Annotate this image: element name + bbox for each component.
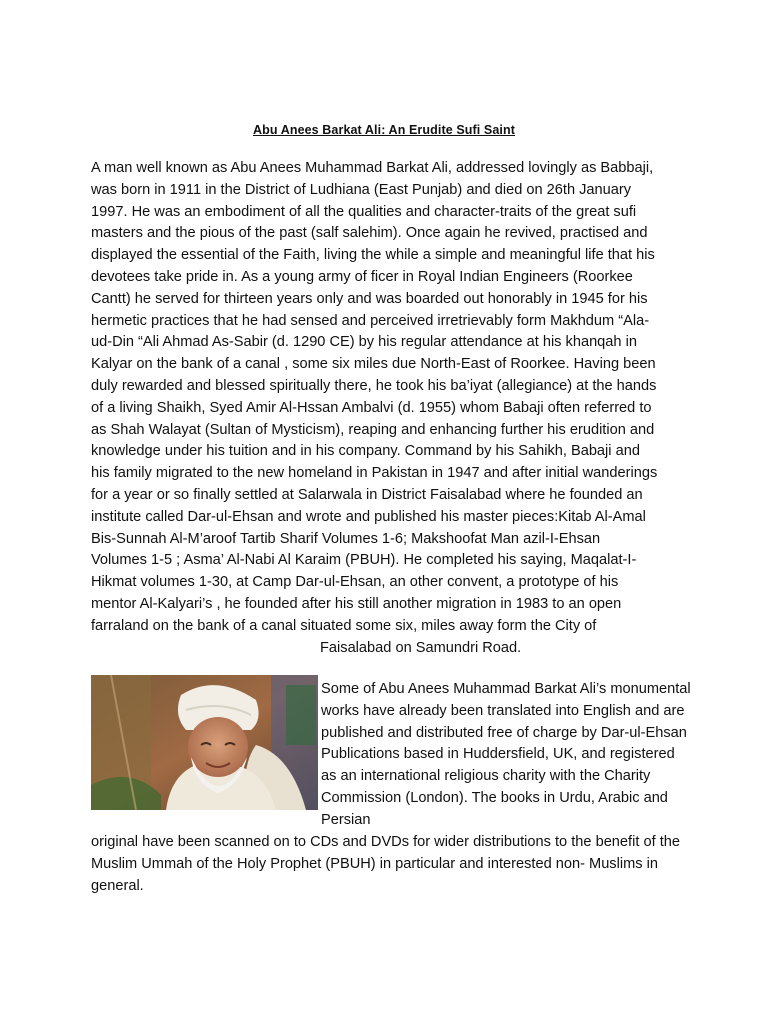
paragraph-line: masters and the pious of the past (salf salehim). Once again he revived, practised and [91,225,648,242]
paragraph-line: of a living Shaikh, Syed Amir Al-Hssan Ambalvi (d. 1955) whom Babaji often referred to [91,399,652,416]
paragraph-line: the Muslim Ummah of the Holy Prophet (PBUH) in particular and interested non- [91,834,680,872]
paragraph-2-full [91,832,691,897]
paragraph-line: devotees take pride in. As a young army of ficer in Royal Indian Engineers (Roorkee [91,268,633,285]
paragraph-line: institute called Dar-ul-Ehsan and wrote and published his master pieces:Kitab Al-Amal [91,508,646,525]
document-title: Abu Anees Barkat Ali: An Erudite Sufi Saint [253,123,515,137]
paragraph-line: Kalyar on the bank of a canal , some six miles due North-East of Roorkee. Having been [91,356,656,373]
paragraph-line: for a year or so finally settled at Salarwala in District Faisalabad where he founded an [91,486,643,503]
paragraph-line: knowledge under his tuition and in his company. Command by his Sahikh, Babaji and [91,443,640,460]
paragraph-1 [91,158,691,659]
paragraph-line: ud-Din “Ali Ahmad As-Sabir (d. 1290 CE) by his regular attendance at his khanqah in [91,334,637,351]
paragraph-line: mentor Al-Kalyari’s , he founded after his still another migration in 1983 to an open [91,595,622,612]
paragraph-line: Faisalabad on Samundri Road. [320,639,522,656]
paragraph-line: religious charity with the Charity Commission [321,768,651,806]
paragraph-line: original have been scanned on to CDs and DVDs for wider distributions to the benefit of [91,834,656,850]
portrait-photo-icon [91,675,318,810]
paragraph-line: charge by Dar-ul-Ehsan Publications based in [321,724,687,763]
paragraph-line: Hikmat volumes 1-30, at Camp Dar-ul-Ehsan, an other convent, a prototype of his [91,574,619,591]
paragraph-line: A man well known as Abu Anees Muhammad Barkat Ali, addressed lovingly as Babbaji, [91,160,654,176]
paragraph-line: hermetic practices that he had sensed and perceived irretrievably form Makhdum “Ala- [91,312,650,329]
paragraph-line: was born in 1911 in the District of Ludhiana (East Punjab) and died on 26th January [91,181,632,198]
paragraph-line: English and are published and distributed free of [321,702,685,741]
paragraph-line: 1997. He was an embodiment of all the qualities and character-traits of the great sufi [91,203,637,220]
paragraph-line: Bis-Sunnah Al-M’aroof Tartib Sharif Volumes 1-6; Makshoofat Man azil-I-Ehsan [91,530,601,547]
paragraph-line: (London). The books in Urdu, Arabic and Persian [321,789,668,828]
paragraph-line: Volumes 1-5 ; Asma’ Al-Nabi Al Karaim (PBUH). He completed his saying, Maqalat-I- [91,552,637,569]
paragraph-line: Some of Abu Anees Muhammad Barkat Ali’s [321,681,607,697]
paragraph-line: Muslims in general. [91,855,658,894]
paragraph-line: Cantt) he served for thirteen years only and was boarded out honorably in 1945 for his [91,290,648,307]
paragraph-line: duly rewarded and blessed spiritually there, he took his ba’iyat (allegiance) at the hands [91,377,657,394]
paragraph-line: as Shah Walayat (Sultan of Mysticism), reaping and enhancing further his erudition and [91,421,655,438]
paragraph-line: Huddersfield, UK, and registered as an international [321,746,675,785]
paragraph-line: monumental works have already been translated into [321,681,691,719]
paragraph-line: farraland on the bank of a canal situated some six, miles away form the City of [91,617,597,634]
paragraph-2-side [321,679,691,832]
paragraph-line: displayed the essential of the Faith, living the while a simple and meaningful life that his [91,247,655,264]
paragraph-line: his family migrated to the new homeland in Pakistan in 1947 and after initial wanderings [91,465,658,482]
